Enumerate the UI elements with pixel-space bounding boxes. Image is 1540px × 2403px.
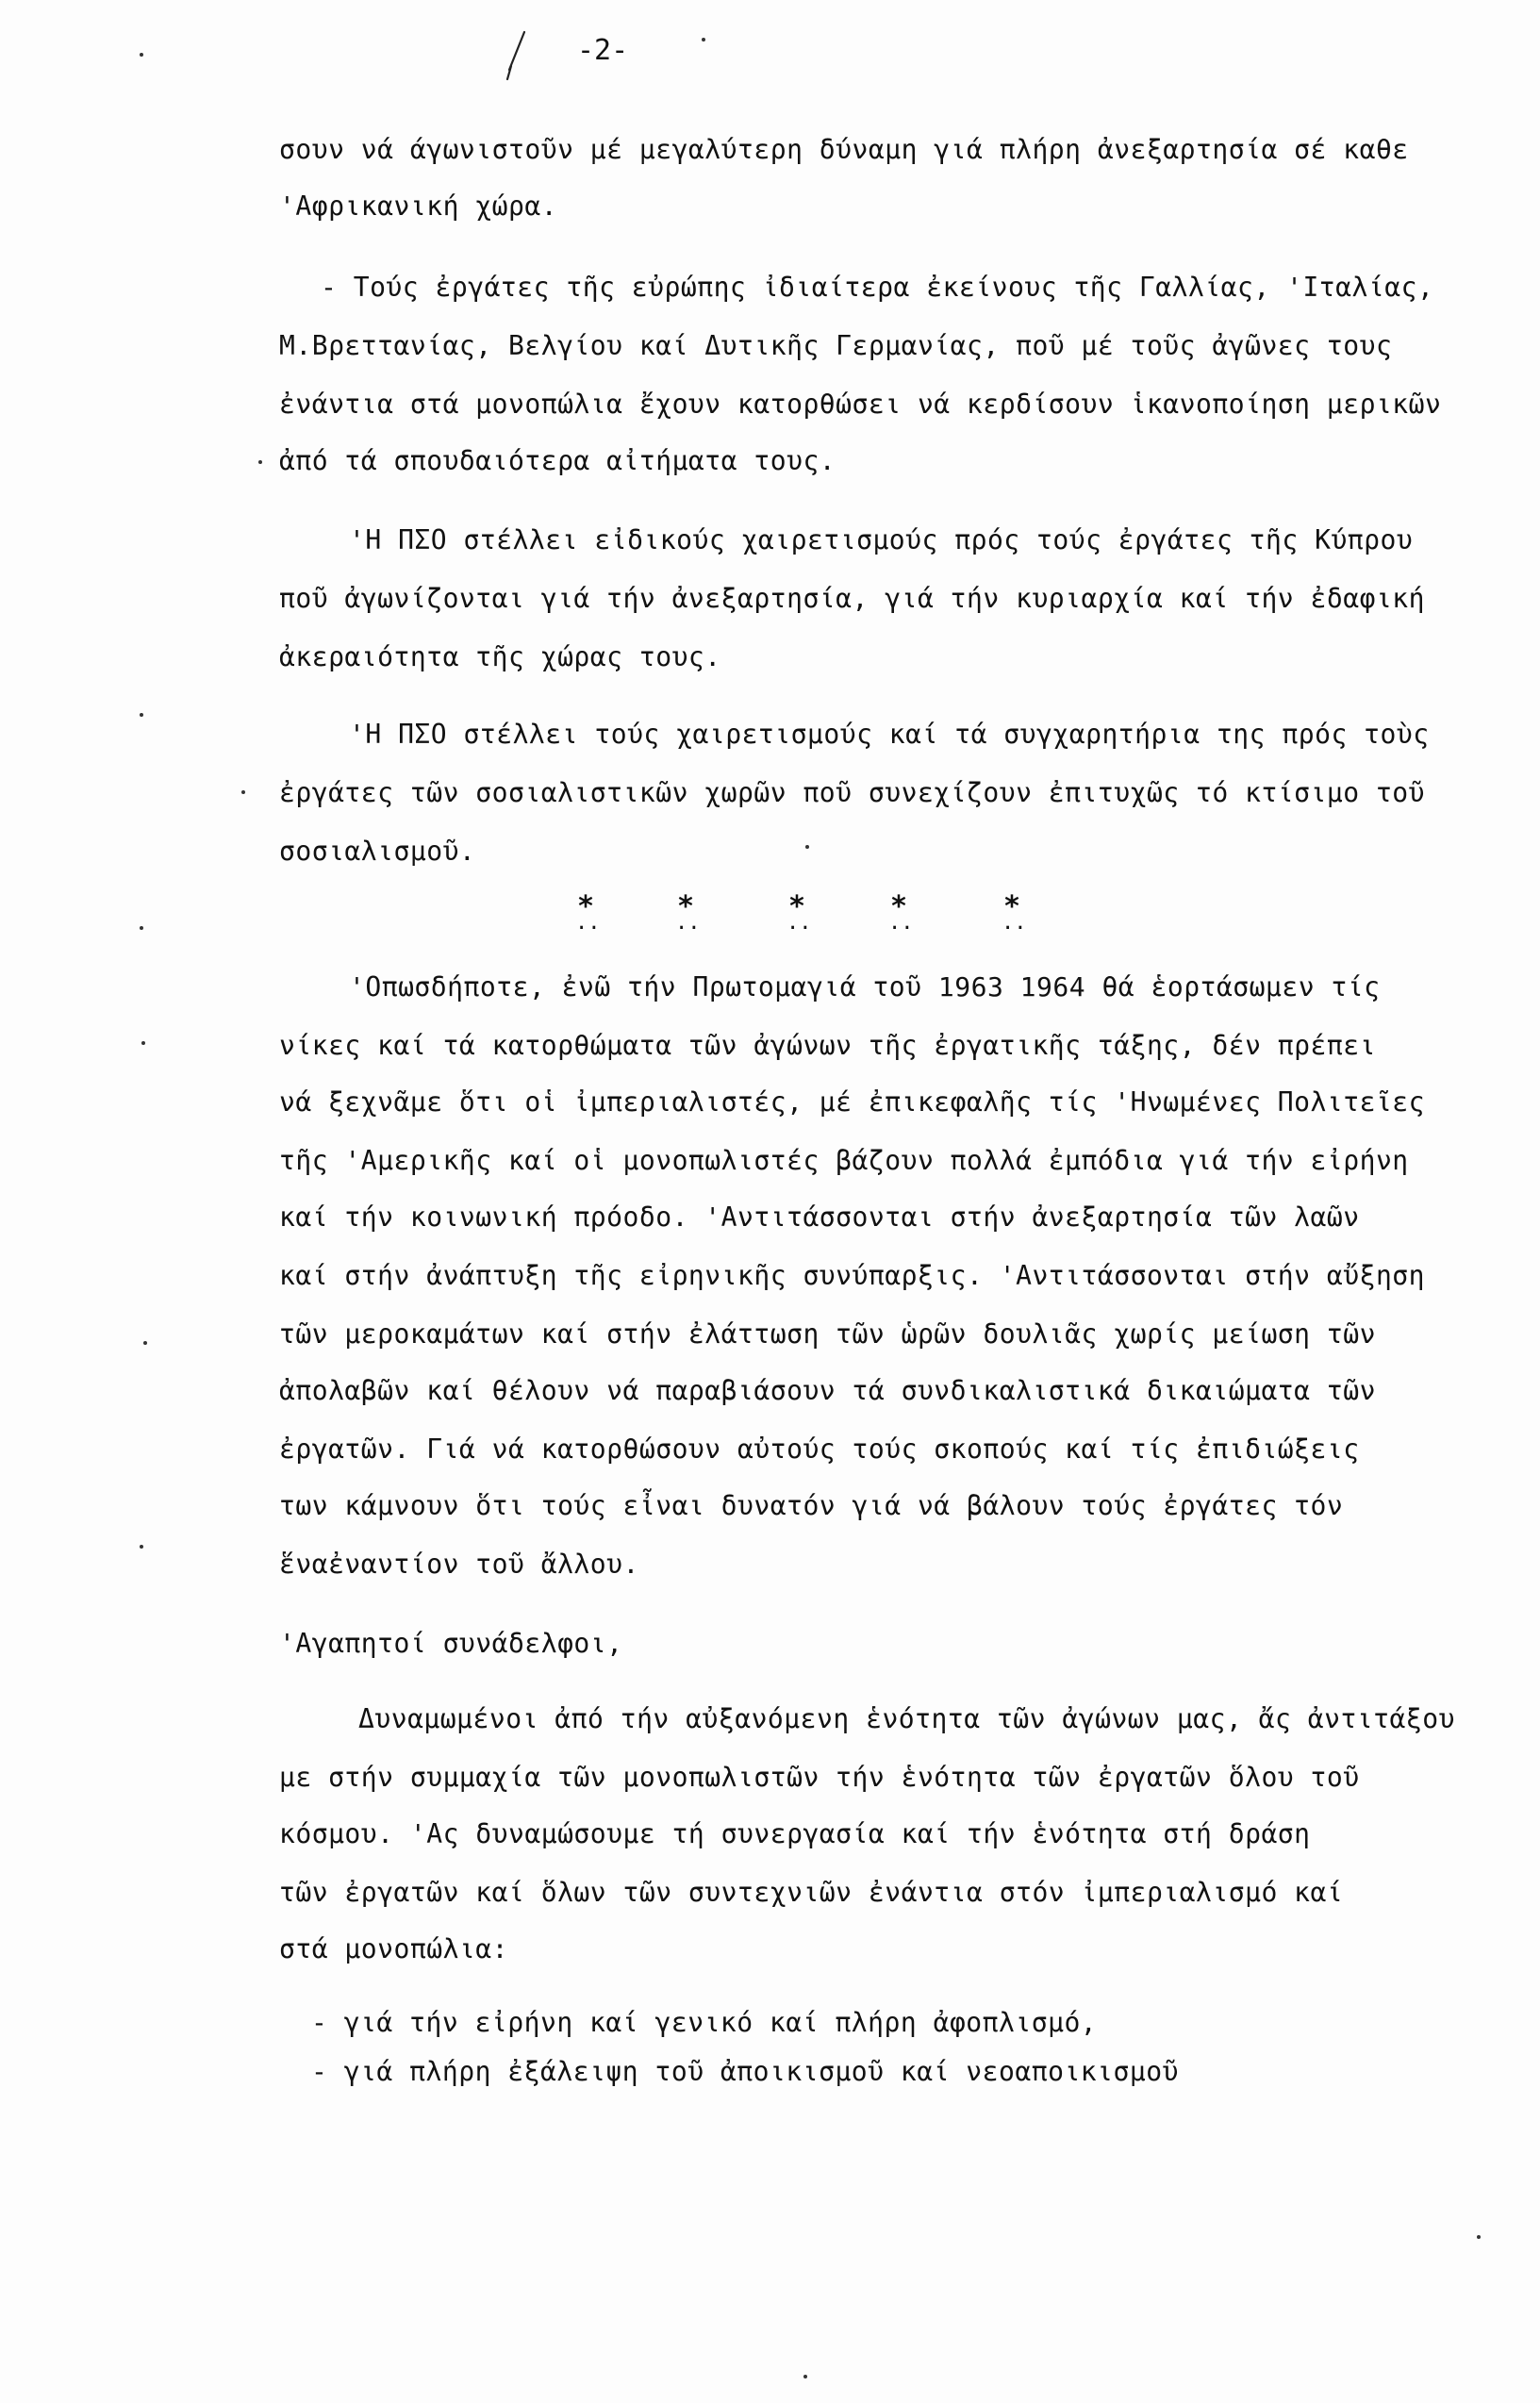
text-line: τῶν μεροκαμάτων καί στήν ἐλάττωση τῶν ὡρῶν δουλιᾶς χωρίς μείωση τῶν xyxy=(279,1318,1376,1350)
text-line: 'Αφρικανική χώρα. xyxy=(279,191,558,222)
text-line: σοσιαλισμοῦ. xyxy=(279,836,476,867)
scan-speck xyxy=(140,713,143,717)
scan-speck xyxy=(140,1545,143,1549)
text-line: στά μονοπώλια: xyxy=(279,1933,509,1964)
text-line: ἀπό τά σπουδαιότερα αἰτήματα τους. xyxy=(279,445,836,476)
scan-speck xyxy=(258,460,262,464)
separator-star: * xyxy=(1003,890,1021,923)
text-line: καί τήν κοινωνική πρόοδο. 'Αντιτάσσονται στήν ἀνεξαρτησία τῶν λαῶν xyxy=(279,1202,1360,1233)
bullet-item: - γιά πλήρη ἐξάλειψη τοῦ ἀποικισμοῦ καί νεοαποικισμοῦ xyxy=(311,2056,1179,2087)
scan-speck xyxy=(143,1341,147,1345)
scan-speck xyxy=(140,926,143,930)
scan-speck xyxy=(241,790,245,794)
text-line: ἀκεραιότητα τῆς χώρας τους. xyxy=(279,641,721,672)
text-line: ἀπολαβῶν καί θέλουν νά παραβιάσουν τά συνδικαλιστικά δικαιώματα τῶν xyxy=(279,1375,1376,1406)
text-line: με στήν συμμαχία τῶν μονοπωλιστῶν τήν ἑνότητα τῶν ἐργατῶν ὅλου τοῦ xyxy=(279,1762,1360,1793)
separator-dots: ·· xyxy=(575,917,601,940)
text-line: κόσμου. 'Ας δυναμώσουμε τή συνεργασία καί τήν ἑνότητα στή δράση xyxy=(279,1818,1311,1849)
text-line: ἐργάτες τῶν σοσιαλιστικῶν χωρῶν ποῦ συνεχίζουν ἐπιτυχῶς τό κτίσιμο τοῦ xyxy=(279,777,1426,808)
scan-speck xyxy=(1477,2235,1481,2239)
text-line: σουν νά άγωνιστοῦν μέ μεγαλύτερη δύναμη γιά πλήρη ἀνεξαρτησία σέ καθε xyxy=(279,134,1409,165)
text-line: ἕναἐναντίον τοῦ ἄλλου. xyxy=(279,1549,639,1580)
separator-dots: ·· xyxy=(888,917,914,940)
separator-star: * xyxy=(890,890,908,923)
text-line: 'Η ΠΣΟ στέλλει τούς χαιρετισμούς καί τά συγχαρητήρια της πρός τοὺς xyxy=(349,719,1430,750)
text-line: 'Η ΠΣΟ στέλλει εἰδικούς χαιρετισμούς πρός τούς ἐργάτες τῆς Κύπρου xyxy=(349,524,1414,555)
separator-star: * xyxy=(788,890,806,923)
page-number: -2- xyxy=(577,34,629,67)
separator-star: * xyxy=(677,890,695,923)
scan-speck xyxy=(702,38,705,41)
text-line: - Τούς ἐργάτες τῆς εὐρώπης ἰδιαίτερα ἐκείνους τῆς Γαλλίας, 'Ιταλίας, xyxy=(321,272,1434,303)
text-line: τῶν ἐργατῶν καί ὅλων τῶν συντεχνιῶν ἐνάντια στόν ἰμπεριαλισμό καί xyxy=(279,1877,1344,1908)
text-line: ἐργατῶν. Γιά νά κατορθώσουν αὐτούς τούς σκοπούς καί τίς ἐπιδιώξεις xyxy=(279,1434,1360,1465)
text-line: καί στήν ἀνάπτυξη τῆς εἰρηνικῆς συνύπαρξις. 'Αντιτάσσονται στήν αὔξηση xyxy=(279,1260,1426,1291)
text-line: ποῦ ἀγωνίζονται γιά τήν ἀνεξαρτησία, γιά τήν κυριαρχία καί τήν ἐδαφική xyxy=(279,583,1426,614)
text-line: 'Οπωσδήποτε, ἐνῶ τήν Πρωτομαγιά τοῦ 1963 1964 θά ἑορτάσωμεν τίς xyxy=(349,971,1381,1003)
salutation: 'Αγαπητοί συνάδελφοι, xyxy=(279,1628,623,1659)
section-separator xyxy=(566,890,1056,947)
scan-speck xyxy=(141,1041,145,1045)
bullet-item: - γιά τήν εἰρήνη καί γενικό καί πλήρη ἀφοπλισμό, xyxy=(311,2007,1098,2038)
separator-dots: ·· xyxy=(1002,917,1027,940)
scan-speck xyxy=(803,2375,807,2378)
text-line: ἐνάντια στά μονοπώλια ἔχουν κατορθώσει νά κερδίσουν ἱκανοποίηση μερικῶν xyxy=(279,389,1442,420)
text-line: νά ξεχνᾶμε ὅτι οἱ ἰμπεριαλιστές, μέ ἐπικεφαλῆς τίς 'Ηνωμένες Πολιτεῖες xyxy=(279,1086,1426,1118)
text-line: νίκες καί τά κατορθώματα τῶν ἀγώνων τῆς ἐργατικῆς τάξης, δέν πρέπει xyxy=(279,1030,1376,1061)
text-line: Μ.Βρεττανίας, Βελγίου καί Δυτικῆς Γερμανίας, ποῦ μέ τοῦς ἀγῶνες τους xyxy=(279,330,1393,361)
text-line: των κάμνουν ὅτι τούς εἶναι δυνατόν γιά νά βάλουν τούς ἐργάτες τόν xyxy=(279,1490,1344,1521)
handwritten-tick-mark xyxy=(500,28,528,81)
text-line: Δυναμωμένοι ἀπό τήν αὐξανόμενη ἑνότητα τῶν ἀγώνων μας, ἄς ἀντιτάξου xyxy=(358,1703,1455,1734)
scan-speck xyxy=(805,845,809,849)
separator-dots: ·· xyxy=(675,917,701,940)
separator-dots: ·· xyxy=(787,917,812,940)
separator-star: * xyxy=(577,890,595,923)
text-line: τῆς 'Αμερικῆς καί οἱ μονοπωλιστές βάζουν πολλά ἐμπόδια γιά τήν εἰρήνη xyxy=(279,1145,1409,1176)
scan-speck xyxy=(140,53,143,57)
